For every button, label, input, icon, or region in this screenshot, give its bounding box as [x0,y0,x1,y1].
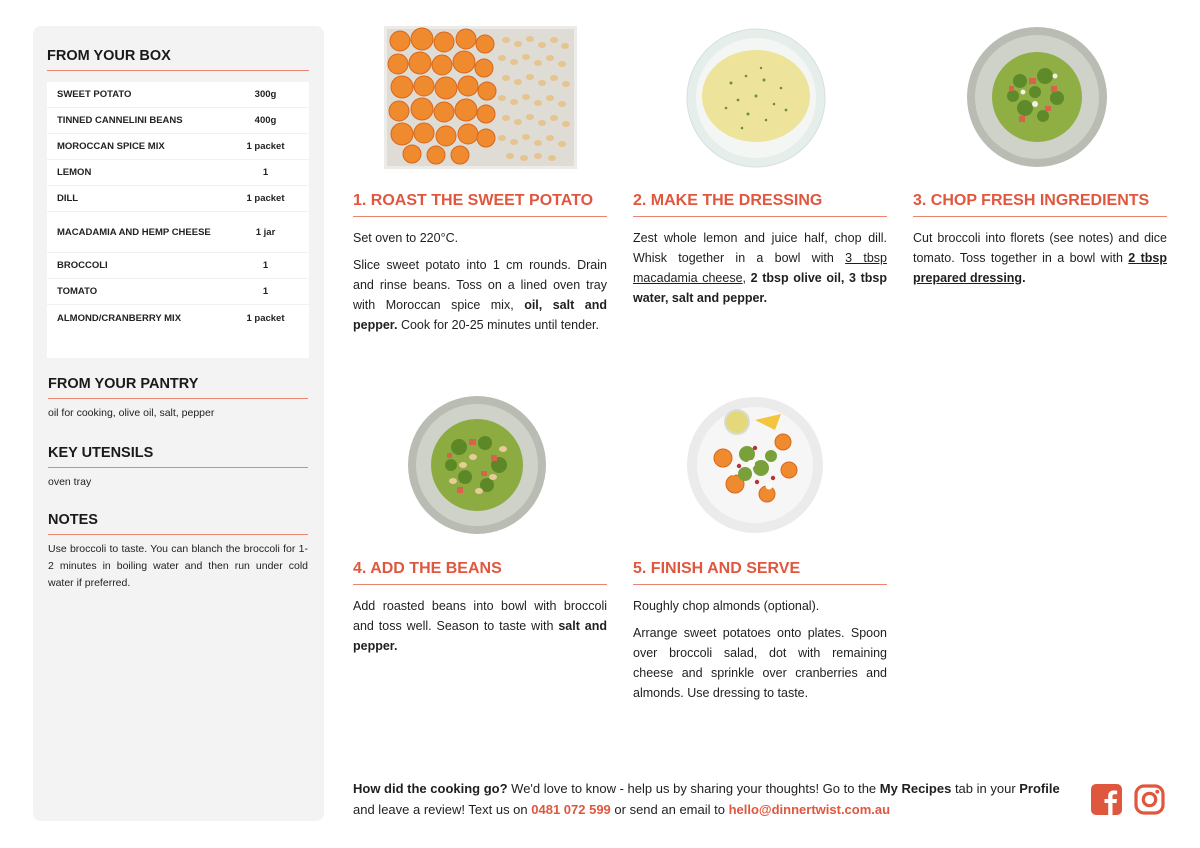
ingredient-qty: 1 [262,167,269,178]
instagram-icon[interactable] [1134,784,1165,815]
ingredient-name: ALMOND/CRANBERRY MIX [57,312,182,324]
step-3-text [913,228,1167,288]
step-5-body [633,596,887,710]
step-1-title: 1. ROAST THE SWEET POTATO [353,192,607,217]
step-4-body [353,596,607,663]
phone-link[interactable]: 0481 072 599 [531,802,611,817]
step-1-text-part: Cook for 20-25 minutes until tender. [397,318,599,332]
table-row [47,279,309,305]
table-row [47,186,309,212]
step-4-bold-text: salt and pepper. [353,619,607,653]
step-3-body [913,228,1167,295]
step-2-bold-text: 2 tbsp olive oil, 3 tbsp water, salt and pepper. [633,271,887,305]
from-your-box-heading: FROM YOUR BOX [47,48,309,71]
step-2-text-part: Zest whole lemon and juice half, chop dill. Whisk together in a bowl with [633,231,887,265]
table-row [47,134,309,160]
ingredient-qty: 300g [254,89,277,100]
ingredient-name: BROCCOLI [57,260,108,271]
step-2-text-part: , [742,271,751,285]
notes-text: Use broccoli to taste. You can blanch the broccoli for 1-2 minutes in boiling water and then run under cold water if preferred. [48,543,308,589]
step-1-bold-text: oil, salt and pepper. [353,298,607,332]
ingredients-table [47,82,309,358]
sidebar [33,26,324,821]
ingredient-name: MACADAMIA AND HEMP CHEESE [57,226,211,238]
step-2-underlined-text: 3 tbsp macadamia cheese [633,251,887,285]
table-row [47,108,309,134]
step-2-text [633,228,887,308]
ingredient-name: MOROCCAN SPICE MIX [57,141,165,152]
roast-sweet-potato-image [384,26,577,169]
step-1-text [353,255,607,335]
footer-text: or send an email to [610,802,729,817]
feedback-footer [353,778,1078,820]
step-1-body [353,228,607,342]
step-5-text: Roughly chop almonds (optional). [633,599,820,613]
step-3-title: 3. CHOP FRESH INGREDIENTS [913,192,1167,217]
table-row [47,212,309,253]
step-1-text-part: Slice sweet potato into 1 cm rounds. Drain and rinse beans. Toss on a lined oven tray with Moroccan spice mix, [353,258,607,312]
pantry-text: oil for cooking, olive oil, salt, pepper [48,407,215,419]
ingredient-qty: 1 packet [246,193,285,204]
footer-text: and leave a review! Text us on [353,802,532,817]
table-row [47,305,309,331]
profile-link[interactable]: Profile [1019,781,1060,796]
ingredient-qty: 1 [262,260,269,271]
table-row [47,160,309,186]
step-5-title: 5. FINISH AND SERVE [633,560,887,585]
step-2-body [633,228,887,315]
ingredient-qty: 1 jar [255,226,276,238]
broccoli-bowl-image [965,26,1109,168]
dressing-bowl-image [686,28,826,168]
from-your-pantry-heading: FROM YOUR PANTRY [48,376,308,399]
utensils-text: oven tray [48,476,92,488]
footer-question: How did the cooking go? [353,781,508,796]
ingredient-name: SWEET POTATO [57,89,132,100]
beans-broccoli-bowl-image [407,395,547,535]
ingredient-qty: 1 packet [246,141,285,152]
step-2-title: 2. MAKE THE DRESSING [633,192,887,217]
step-4-title: 4. ADD THE BEANS [353,560,607,585]
ingredient-qty: 400g [254,115,277,126]
ingredient-name: LEMON [57,167,92,178]
step-4-text-part: Add roasted beans into bowl with broccoli and toss well. Season to taste with [353,599,607,633]
footer-text: We'd love to know - help us by sharing your thoughts! Go to the [507,781,880,796]
my-recipes-link[interactable]: My Recipes [879,781,952,796]
table-row [47,82,309,108]
key-utensils-heading: KEY UTENSILS [48,445,308,468]
step-4-text [353,596,607,656]
notes-heading: NOTES [48,512,308,535]
ingredient-name: DILL [57,193,79,204]
step-3-text-part: Cut broccoli into florets (see notes) and dice tomato. Toss together in a bowl with [913,231,1167,265]
email-link[interactable]: hello@dinnertwist.com.au [728,802,891,817]
step-5-text: Arrange sweet potatoes onto plates. Spoon over broccoli salad, dot with remaining cheese and sprinkle over cranberries and almonds. Use dressing to taste. [633,626,887,700]
step-3-text-part: . [1022,271,1026,285]
step-1-text: Set oven to 220°C. [353,231,459,245]
ingredient-qty: 1 [262,286,269,297]
table-row [47,253,309,279]
ingredient-name: TOMATO [57,286,98,297]
served-plate-image [685,396,825,534]
ingredient-qty: 1 packet [246,312,285,324]
step-3-bold-underlined-text: 2 tbsp prepared dressing [913,251,1167,285]
facebook-icon[interactable] [1091,784,1122,815]
footer-text: tab in your [951,781,1020,796]
ingredient-name: TINNED CANNELINI BEANS [57,115,183,126]
